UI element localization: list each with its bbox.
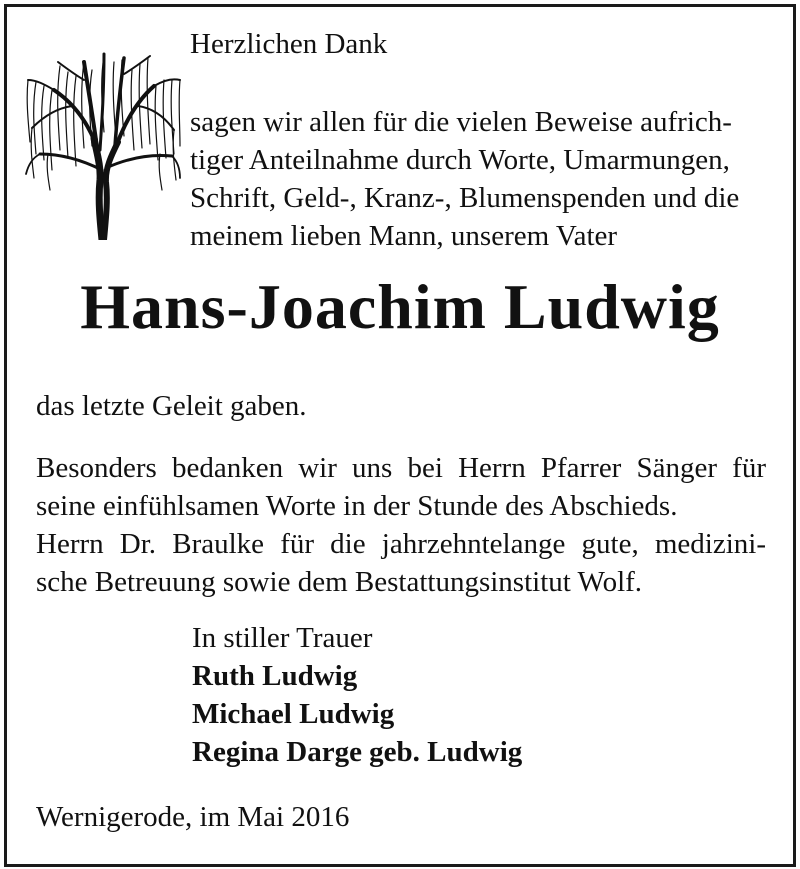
mourner-name: Regina Darge geb. Ludwig: [192, 736, 523, 768]
place-date: Wernigerode, im Mai 2016: [36, 801, 350, 833]
intro-paragraph: [190, 103, 775, 255]
thanks-paragraph: [36, 449, 766, 601]
mourning-phrase: In stiller Trauer: [192, 622, 373, 654]
deceased-name: Hans-Joachim Ludwig: [80, 271, 720, 342]
closing-paragraph: [36, 387, 766, 425]
thanks-heading: Herzlichen Dank: [190, 28, 388, 60]
thanks-line: sche Betreuung sowie dem Bestattungsinstitut Wolf.: [36, 566, 643, 598]
mourner-name: Ruth Ludwig: [192, 660, 358, 692]
bare-willow-tree-icon: [22, 50, 182, 240]
intro-line: tiger Anteilnahme durch Worte, Umarmungen,: [190, 144, 730, 176]
mourner-name: Michael Ludwig: [192, 698, 395, 730]
intro-line: meinem lieben Mann, unserem Vater: [190, 220, 618, 252]
thanks-line: Besonders bedanken wir uns bei Herrn Pfarrer Sänger für: [36, 452, 766, 484]
closing-line: das letzte Geleit gaben.: [36, 390, 307, 422]
intro-line: sagen wir allen für die vielen Beweise aufrich-: [190, 106, 732, 138]
intro-line: Schrift, Geld-, Kranz-, Blumenspenden und die: [190, 182, 740, 214]
mourners-block: [192, 619, 522, 771]
thanks-line: Herrn Dr. Braulke für die jahrzehntelange gute, medizini-: [36, 528, 766, 560]
thanks-line: seine einfühlsamen Worte in der Stunde des Abschieds.: [36, 490, 678, 522]
